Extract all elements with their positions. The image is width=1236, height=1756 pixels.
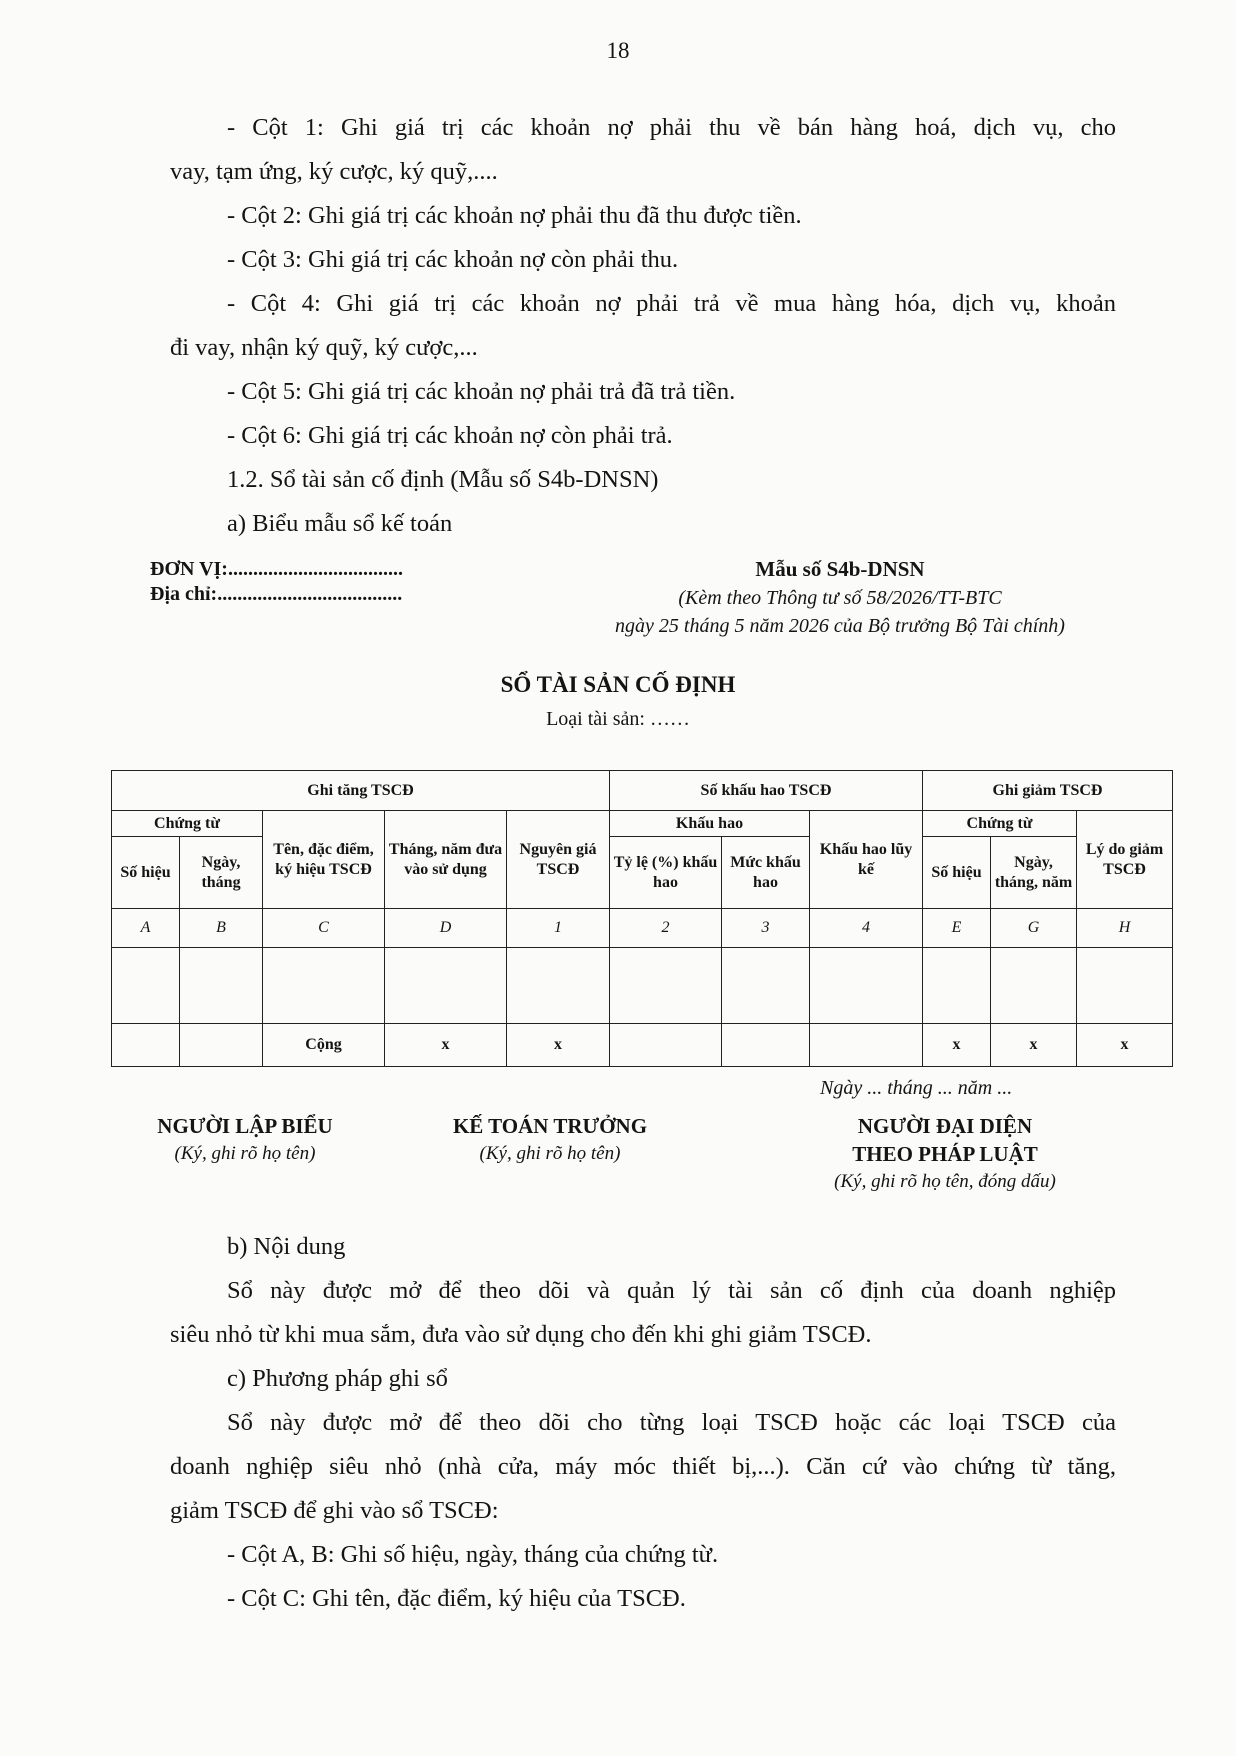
legal-representative-title-1: NGƯỜI ĐẠI DIỆN	[857, 1114, 1033, 1138]
paragraph: doanh nghiệp siêu nhỏ (nhà cửa, máy móc thiết bị,...). Căn cứ vào chứng từ tăng,	[170, 1453, 1116, 1480]
top-body-text	[170, 106, 1116, 546]
preparer-note: (Ký, ghi rõ họ tên)	[174, 1143, 316, 1164]
table-row	[112, 948, 1173, 1024]
group-decrease-header: Ghi giảm TSCĐ	[923, 771, 1173, 811]
column-index: B	[180, 909, 263, 948]
fixed-asset-ledger-table	[111, 770, 1173, 1067]
paragraph: siêu nhỏ từ khi mua sắm, đưa vào sử dụng cho đến khi ghi giảm TSCĐ.	[170, 1321, 872, 1348]
paragraph: - Cột C: Ghi tên, đặc điểm, ký hiệu của TSCĐ.	[227, 1585, 686, 1612]
total-mark: x	[1077, 1024, 1173, 1067]
column-index: 2	[610, 909, 722, 948]
table-cell	[810, 1024, 923, 1067]
attached-note-line1: (Kèm theo Thông tư số 58/2026/TT-BTC	[678, 587, 1002, 609]
form-code: Mẫu số S4b-DNSN	[755, 557, 925, 581]
asset-type-line: Loại tài sản: ……	[546, 708, 690, 730]
table-cell	[385, 948, 507, 1024]
table-cell	[722, 948, 810, 1024]
decrease-reason-header: Lý do giảm TSCĐ	[1077, 811, 1173, 909]
subsection-heading: b) Nội dung	[227, 1233, 346, 1260]
group-increase-header: Ghi tăng TSCĐ	[112, 771, 610, 811]
table-cell	[180, 1024, 263, 1067]
subsection-heading: c) Phương pháp ghi sổ	[227, 1365, 448, 1392]
page-number: 18	[606, 38, 630, 63]
section-heading: 1.2. Sổ tài sản cố định (Mẫu số S4b-DNSN)	[227, 466, 659, 493]
chief-accountant-title: KẾ TOÁN TRƯỞNG	[452, 1114, 648, 1138]
paragraph: - Cột 3: Ghi giá trị các khoản nợ còn phải thu.	[227, 246, 679, 273]
table-cell	[1077, 948, 1173, 1024]
total-mark: x	[385, 1024, 507, 1067]
column-index: 3	[722, 909, 810, 948]
month-year-use-header: Tháng, năm đưa vào sử dụng	[385, 811, 507, 909]
subsection-heading: a) Biểu mẫu sổ kế toán	[227, 510, 453, 537]
paragraph: Sổ này được mở để theo dõi cho từng loại TSCĐ hoặc các loại TSCĐ của	[227, 1409, 1116, 1436]
depreciation-rate-header: Tỷ lệ (%) khấu hao	[610, 837, 722, 909]
column-index: E	[923, 909, 991, 948]
table-cell	[112, 948, 180, 1024]
column-index: C	[263, 909, 385, 948]
unit-label: ĐƠN VỊ:...................................	[150, 558, 403, 580]
legal-representative-signature-block	[770, 1112, 1120, 1196]
legal-representative-title-2: THEO PHÁP LUẬT	[852, 1142, 1038, 1166]
original-price-header: Nguyên giá TSCĐ	[507, 811, 610, 909]
paragraph: - Cột A, B: Ghi số hiệu, ngày, tháng của chứng từ.	[227, 1541, 719, 1568]
table-cell	[810, 948, 923, 1024]
paragraph: - Cột 1: Ghi giá trị các khoản nợ phải thu về bán hàng hoá, dịch vụ, cho	[227, 114, 1116, 141]
table-cell	[180, 948, 263, 1024]
name-description-header: Tên, đặc điểm, ký hiệu TSCĐ	[263, 811, 385, 909]
table-header-row	[112, 771, 1173, 811]
table-cell	[610, 948, 722, 1024]
book-title: SỔ TÀI SẢN CỐ ĐỊNH	[500, 672, 736, 697]
paragraph: Sổ này được mở để theo dõi và quản lý tài sản cố định của doanh nghiệp	[227, 1277, 1116, 1304]
decrease-voucher-date-header: Ngày, tháng, năm	[991, 837, 1077, 909]
bottom-body-text	[170, 1225, 1116, 1621]
decrease-voucher-header: Chứng từ	[923, 811, 1077, 837]
total-mark: x	[923, 1024, 991, 1067]
column-index: D	[385, 909, 507, 948]
chief-accountant-note: (Ký, ghi rõ họ tên)	[479, 1143, 621, 1164]
group-depreciation-header: Số khấu hao TSCĐ	[610, 771, 923, 811]
table-cell	[263, 948, 385, 1024]
table-cell	[722, 1024, 810, 1067]
paragraph: - Cột 5: Ghi giá trị các khoản nợ phải trả đã trả tiền.	[227, 378, 736, 405]
column-index-row	[112, 909, 1173, 948]
paragraph: giảm TSCĐ để ghi vào sổ TSCĐ:	[170, 1497, 499, 1524]
table-cell	[923, 948, 991, 1024]
depreciation-level-header: Mức khấu hao	[722, 837, 810, 909]
table-cell	[112, 1024, 180, 1067]
legal-representative-note: (Ký, ghi rõ họ tên, đóng dấu)	[834, 1171, 1056, 1192]
paragraph: - Cột 4: Ghi giá trị các khoản nợ phải trả về mua hàng hóa, dịch vụ, khoản	[227, 290, 1116, 317]
table-header-row	[112, 811, 1173, 837]
column-index: A	[112, 909, 180, 948]
column-index: H	[1077, 909, 1173, 948]
accumulated-depreciation-header: Khấu hao lũy kế	[810, 811, 923, 909]
depreciation-header: Khấu hao	[610, 811, 810, 837]
total-row	[112, 1024, 1173, 1067]
total-mark: x	[507, 1024, 610, 1067]
table-cell	[991, 948, 1077, 1024]
paragraph: - Cột 2: Ghi giá trị các khoản nợ phải thu đã thu được tiền.	[227, 202, 802, 229]
address-label: Địa chỉ:.....................................	[150, 583, 403, 605]
preparer-signature-block	[110, 1112, 380, 1168]
date-line: Ngày ... tháng ... năm ...	[820, 1077, 1013, 1099]
column-index: 4	[810, 909, 923, 948]
total-mark: x	[991, 1024, 1077, 1067]
chief-accountant-signature-block	[400, 1112, 700, 1168]
table-cell	[507, 948, 610, 1024]
column-index: G	[991, 909, 1077, 948]
paragraph: đi vay, nhận ký quỹ, ký cược,...	[170, 334, 478, 361]
column-index: 1	[507, 909, 610, 948]
paragraph: - Cột 6: Ghi giá trị các khoản nợ còn phải trả.	[227, 422, 673, 449]
voucher-date-header: Ngày, tháng	[180, 837, 263, 909]
decrease-voucher-number-header: Số hiệu	[923, 837, 991, 909]
total-label: Cộng	[263, 1024, 385, 1067]
attached-note-line2: ngày 25 tháng 5 năm 2026 của Bộ trưởng Bộ Tài chính)	[615, 615, 1065, 637]
table-cell	[610, 1024, 722, 1067]
voucher-number-header: Số hiệu	[112, 837, 180, 909]
paragraph: vay, tạm ứng, ký cược, ký quỹ,....	[170, 158, 498, 185]
voucher-header: Chứng từ	[112, 811, 263, 837]
preparer-title: NGƯỜI LẬP BIỂU	[157, 1114, 333, 1138]
